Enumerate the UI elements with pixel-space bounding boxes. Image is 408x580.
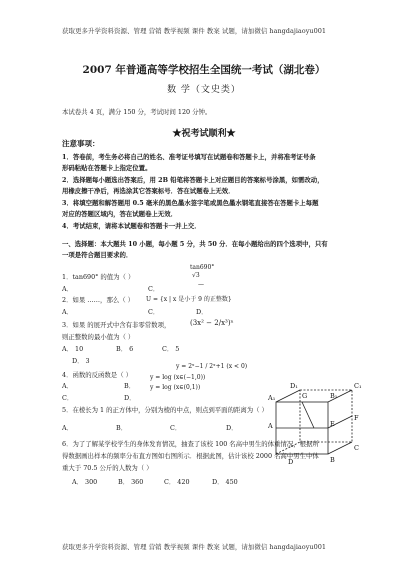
section-heading-2: 一项是符合题目要求的． [62,251,133,259]
cube-label: E [330,420,335,428]
q5-option-a: A． [62,424,74,432]
q1-formula: tan690° [190,264,215,271]
q6-line-2: 得数据画出样本的频率分布直方图如右图所示．根据此图，估计该校 2000 名高中男生中体 [62,452,319,460]
cube-label: C [354,444,359,452]
cube-label: A₁ [268,394,276,402]
fraction-icon: — [198,281,204,288]
note-line: 对应的答题区域内，答在试题卷上无效． [62,210,178,218]
q4-option-a: A． [62,382,74,390]
q2-stem: 2．如果 ……，那么（ ） [62,296,135,304]
q1-option-a: A． [62,285,74,293]
q4-option-d: D． [124,394,136,402]
q4-formula-1: y = 2ˣ−1 / 2ˣ+1 (x < 0) [176,363,248,370]
cube-label: D₁ [290,382,298,390]
q6-option-c: C． 420 [164,478,190,486]
q6-option-b: B． 360 [118,478,144,486]
q3-formula: (3x² − 2/x³)ⁿ [190,319,234,327]
q6-option-a: A． 300 [72,478,98,486]
q3-option-b: B． 6 [116,345,134,353]
q1-option-c: C． [148,285,160,293]
note-line: 用橡皮擦干净后，再选涂其它答案标号．答在试题卷上无效． [62,187,235,195]
q4-option-c: C． [62,394,74,402]
note-line: 形码粘贴在答题卡上指定位置。 [62,164,152,172]
cube-label: B₁ [330,392,338,400]
q3-option-c: C． 5 [162,345,180,353]
note-line: 2．选择题每小题选出答案后，用 2B 铅笔将答题卡上对应题目的答案标号涂黑，如需改动， [62,176,324,184]
note-line: 3．将填空题和解答题用 0.5 毫米的黑色墨水签字笔或黑色墨水钢笔直接答在答题卡上每题 [62,199,319,207]
q2-formula: U = {x | x 是小于 9 的正整数} [146,296,232,303]
cube-label: C₁ [354,382,362,390]
cube-label: F [354,414,359,422]
q2-option-d: D． [196,308,208,316]
note-line: 4．考试结束，请将本试题卷和答题卡一并上交． [62,222,201,230]
cube-label: A [268,422,273,430]
cube-diagram [268,382,368,482]
cube-label: G [302,392,308,400]
exam-intro: 本试卷共 4 页，满分 150 分，考试时间 120 分钟。 [62,108,212,116]
exam-subtitle: 数 学（文史类） [167,85,241,95]
q1-stem: 1．tan690° 的值为（ ） [62,273,135,281]
cube-label: D [288,458,294,466]
q4-formula-2: y = log (x∈(−1,0)) [150,374,206,381]
q5-option-d: D． [226,424,238,432]
q4-stem: 4．函数的反函数是（ ） [62,371,133,379]
section-heading: 一、选择题：本大题共 10 小题，每小题 5 分，共 50 分．在每小题给出的四个选项中，只有 [62,240,328,248]
q2-option-a: A． [62,308,74,316]
q3-stem-2: 则正整数的最小值为（ ） [62,333,135,341]
q3-stem-1: 3．如果 的展开式中含有非零常数项， [62,321,171,329]
note-line: 1．答卷前，考生务必将自己的姓名、准考证号填写在试题卷和答题卡上，并将准考证号条 [62,153,316,161]
sqrt-icon: √3 [192,272,200,279]
q6-option-d: D． 450 [212,478,238,486]
page-footer: 获取更多升学资料资源、管理 营销 教学视频 课件 教案 试题，请加微信 hangdajiaoyu001 [62,543,326,551]
q4-option-b: B． [124,382,136,390]
q3-option-a: A． 10 [62,345,84,353]
q4-formula-3: y = log (x∈(0,1)) [150,384,201,391]
q3-option-d: D． 3 [72,357,90,365]
q5-stem: 5．在棱长为 1 的正方体中，分别为棱的中点，则点到平面的距离为（ ） [62,406,268,414]
notes-heading: 注意事项： [62,139,100,148]
page-header: 获取更多升学资料资源、管理 营销 教学视频 课件 教案 试题，请加微信 hangdajiaoyu001 [62,27,326,35]
good-luck-banner: ★祝考试顺利★ [172,129,236,139]
q5-option-c: C． [170,424,182,432]
q5-option-b: B． [116,424,128,432]
q6-line-3: 重大于 70.5 公斤的人数为（ ） [62,464,153,472]
cube-label: B [330,456,335,464]
exam-title: 2007 年普通高等学校招生全国统一考试（湖北卷） [82,64,326,76]
q2-option-c: C． [148,308,160,316]
q6-line-1: 6．为了了解某学校学生的身体发育情况，抽查了该校 100 名高中男生的体重情况，根据所 [62,440,319,448]
